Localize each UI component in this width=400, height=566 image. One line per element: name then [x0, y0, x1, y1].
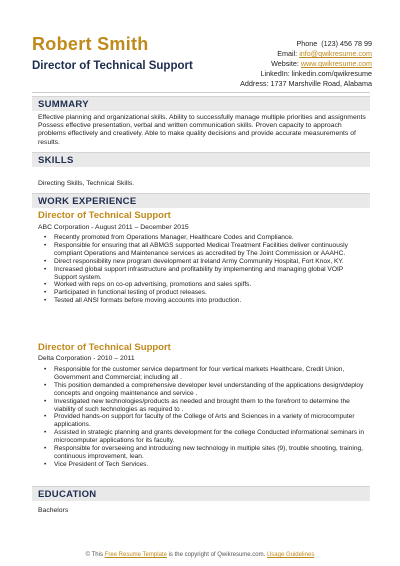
list-item: • Direct responsibility new program development at Ireland Army Community Hospital, Fort Knox, KY. [44, 258, 366, 266]
summary-section-header [32, 96, 370, 111]
website-link[interactable]: www.qwikresume.com [300, 59, 372, 69]
contact-email: Email: info@qwikresume.com [277, 49, 372, 59]
list-item: • Provided hands-on support for faculty of the College of Arts and Sciences in a variety of microcomputer applications. [44, 413, 366, 429]
list-item: • Vice President of Tech Services. [44, 461, 366, 469]
copyright-footer: © This Free Resume Template is the copyright of Qwikresume.com. Usage Guidelines [85, 552, 315, 558]
job-title: Director of Technical Support [38, 342, 171, 353]
summary-heading: SUMMARY [38, 99, 89, 110]
candidate-title: Director of Technical Support [32, 60, 193, 72]
list-item: • Recently promoted from Operations Manager, Healthcare Codes and Compliance. [44, 234, 366, 242]
list-item: • Responsible for ensuring that all ABMGS supported Medical Treatment Facilities deliver continuously compliant Operations and Maintenance services as accredited by The Joint Commission or AAAHC. [44, 242, 366, 258]
list-item: • Investigated new technologies/products as needed and brought them to the forefront to determine the viability of such technologies as required to . [44, 398, 366, 414]
job-meta: ABC Corporation - August 2011 – December 2015 [38, 224, 189, 231]
list-item: • Tested all ANSI formats before moving accounts into production. [44, 297, 366, 305]
resume-header [32, 34, 372, 90]
list-item: • Participated in functional testing of product releases. [44, 289, 366, 297]
list-item: • Increased global support infrastructure and profitability by implementing and managing global VOIP Support system. [44, 266, 366, 282]
education-heading: EDUCATION [38, 489, 97, 500]
contact-website: Website: www.qwikresume.com [271, 59, 372, 69]
summary-text: Effective planning and organizational skills. Ability to successfully manage multiple priorities and assignments Possess effective presentation, verbal and written communication skills. Proven capacity to approach problems effectively and creatively. Able to make quality decisions and provide accurate measurements of results. [38, 114, 366, 146]
contact-address: Address: 1737 Marshville Road, Alabama [240, 79, 372, 89]
experience-section-header [32, 193, 370, 208]
contact-phone: Phone (123) 456 78 99 [296, 39, 372, 48]
education-text: Bachelors [38, 507, 69, 514]
list-item: • Responsible for the customer service department for four vertical markets Healthcare, Credit Union, Government and Commercial; including all . [44, 366, 366, 382]
header-divider [32, 92, 370, 93]
candidate-name: Robert Smith [32, 34, 149, 54]
list-item: • Assisted in strategic planning and grants development for the college Conducted informational seminars in microcomputer applications for its faculty. [44, 429, 366, 445]
experience-heading: WORK EXPERIENCE [38, 196, 137, 207]
usage-guidelines-link[interactable]: Usage Guidelines [266, 552, 315, 558]
contact-block [240, 39, 372, 89]
job-bullets [44, 234, 366, 305]
job-title: Director of Technical Support [38, 210, 171, 221]
skills-heading: SKILLS [38, 155, 74, 166]
skills-section-header [32, 152, 370, 167]
job-bullets [44, 366, 366, 469]
contact-linkedin: LinkedIn: linkedin.com/qwikresume [260, 69, 372, 79]
job-meta: Delta Corporation - 2010 – 2011 [38, 355, 135, 362]
email-link[interactable]: info@qwikresume.com [299, 49, 372, 59]
list-item: • Worked with reps on co-op advertising, promotions and sales spiffs. [44, 281, 366, 289]
education-section-header [32, 486, 370, 501]
template-link[interactable]: Free Resume Template [104, 552, 167, 558]
list-item: • Responsible for overseeing and introducing new technology in multiple sites (9), trouble shooting, training, continuous improvement, lean. [44, 445, 366, 461]
skills-text: Directing Skills, Technical Skills. [38, 180, 135, 187]
list-item: • This position demanded a comprehensive developer level understanding of the applications design/deploy concepts and ongoing maintenance and service . [44, 382, 366, 398]
